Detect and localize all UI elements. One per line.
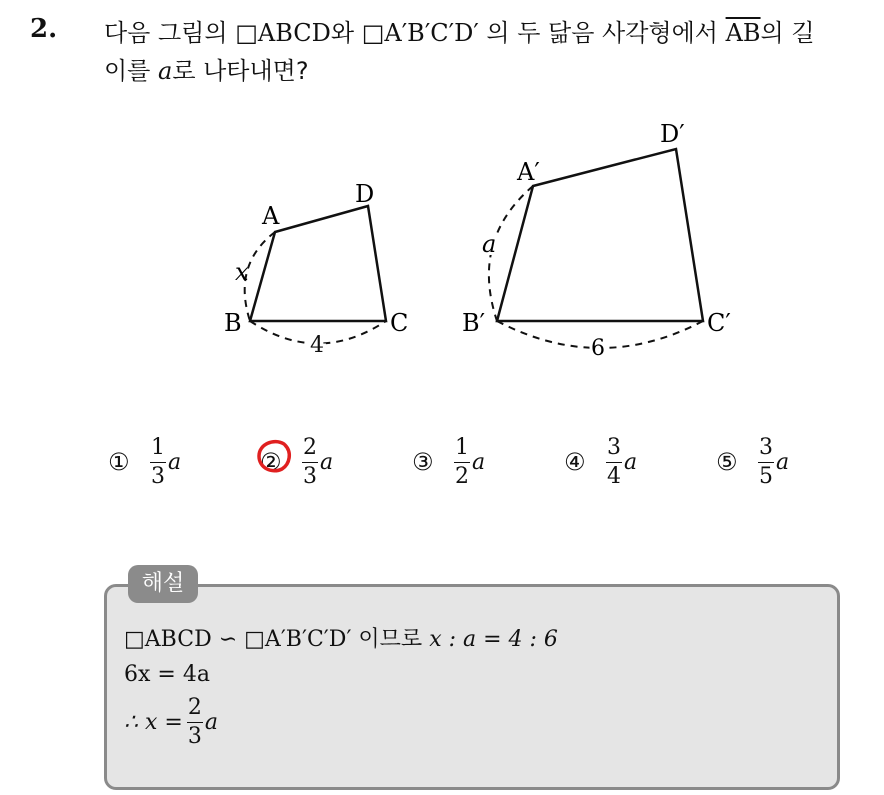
solution-box bbox=[104, 584, 840, 790]
fraction bbox=[606, 436, 622, 489]
question-part: 이를 bbox=[104, 57, 158, 85]
variable-a: a bbox=[158, 57, 173, 85]
question-part: 와 bbox=[330, 19, 362, 47]
selected-circle-icon bbox=[254, 436, 294, 476]
denominator: 3 bbox=[187, 724, 202, 749]
denominator: 3 bbox=[303, 463, 317, 489]
vertex-d: D bbox=[355, 180, 375, 208]
vertex-b: B bbox=[224, 309, 242, 337]
solution-line-2: 6x = 4a bbox=[124, 662, 210, 687]
answer-choices bbox=[108, 432, 868, 492]
similarity-statement: □ABCD ∽ □A′B′C′D′ bbox=[124, 627, 352, 652]
fraction bbox=[454, 436, 470, 489]
question-part: 로 나타내면? bbox=[172, 57, 309, 85]
choice-marker: ② bbox=[260, 448, 282, 476]
solution-line-3 bbox=[124, 696, 218, 749]
question-part: 의 두 닮음 사각형에서 bbox=[478, 19, 726, 47]
choice-marker: ⑤ bbox=[716, 448, 738, 476]
numerator: 1 bbox=[151, 434, 165, 460]
numerator: 2 bbox=[187, 695, 202, 720]
numerator: 3 bbox=[759, 434, 773, 460]
vertex-a: A bbox=[262, 202, 280, 230]
fraction bbox=[150, 436, 166, 489]
label-x: x bbox=[235, 258, 249, 286]
solution-line-1 bbox=[124, 622, 558, 653]
numerator: 3 bbox=[607, 434, 621, 460]
choice-5[interactable] bbox=[716, 432, 789, 492]
shape-name-2: □A′B′C′D′ bbox=[361, 19, 479, 47]
question-part: 의 길 bbox=[760, 19, 815, 47]
choice-marker: ① bbox=[108, 448, 130, 476]
label-a: a bbox=[482, 230, 497, 258]
choice-marker: ④ bbox=[564, 448, 586, 476]
solution-tag: 해설 bbox=[128, 565, 198, 603]
label-4: 4 bbox=[310, 333, 324, 358]
numerator: 1 bbox=[455, 434, 469, 460]
vertex-a-prime: A′ bbox=[517, 158, 540, 186]
question-part: 다음 그림의 bbox=[104, 19, 236, 47]
variable: a bbox=[472, 449, 486, 475]
numerator: 2 bbox=[303, 434, 317, 460]
ratio-equation: x : a = 4 : 6 bbox=[429, 627, 558, 652]
choice-marker: ③ bbox=[412, 448, 434, 476]
choice-3[interactable] bbox=[412, 432, 485, 492]
denominator: 3 bbox=[151, 463, 165, 489]
choice-2[interactable] bbox=[260, 432, 333, 492]
denominator: 2 bbox=[455, 463, 469, 489]
problem-number: 2. bbox=[30, 14, 58, 44]
segment-ab: $\overline{AB}$ bbox=[725, 19, 761, 47]
denominator: 4 bbox=[607, 463, 621, 489]
vertex-b-prime: B′ bbox=[462, 309, 486, 337]
label-6: 6 bbox=[591, 336, 605, 361]
vertex-c: C bbox=[390, 309, 409, 337]
variable: a bbox=[320, 449, 334, 475]
vertex-c-prime: C′ bbox=[707, 309, 731, 337]
therefore-x: ∴ x = bbox=[124, 710, 183, 735]
choice-4[interactable] bbox=[564, 432, 637, 492]
fraction bbox=[187, 696, 203, 749]
denominator: 5 bbox=[759, 463, 773, 489]
fraction bbox=[302, 436, 318, 489]
variable: a bbox=[168, 449, 182, 475]
variable: a bbox=[624, 449, 638, 475]
variable: a bbox=[204, 710, 218, 735]
shape-name-1: □ABCD bbox=[235, 19, 331, 47]
solution-text: 이므로 bbox=[351, 627, 430, 652]
fraction bbox=[758, 436, 774, 489]
variable: a bbox=[776, 449, 790, 475]
choice-1[interactable] bbox=[108, 432, 181, 492]
vertex-d-prime: D′ bbox=[660, 120, 685, 148]
